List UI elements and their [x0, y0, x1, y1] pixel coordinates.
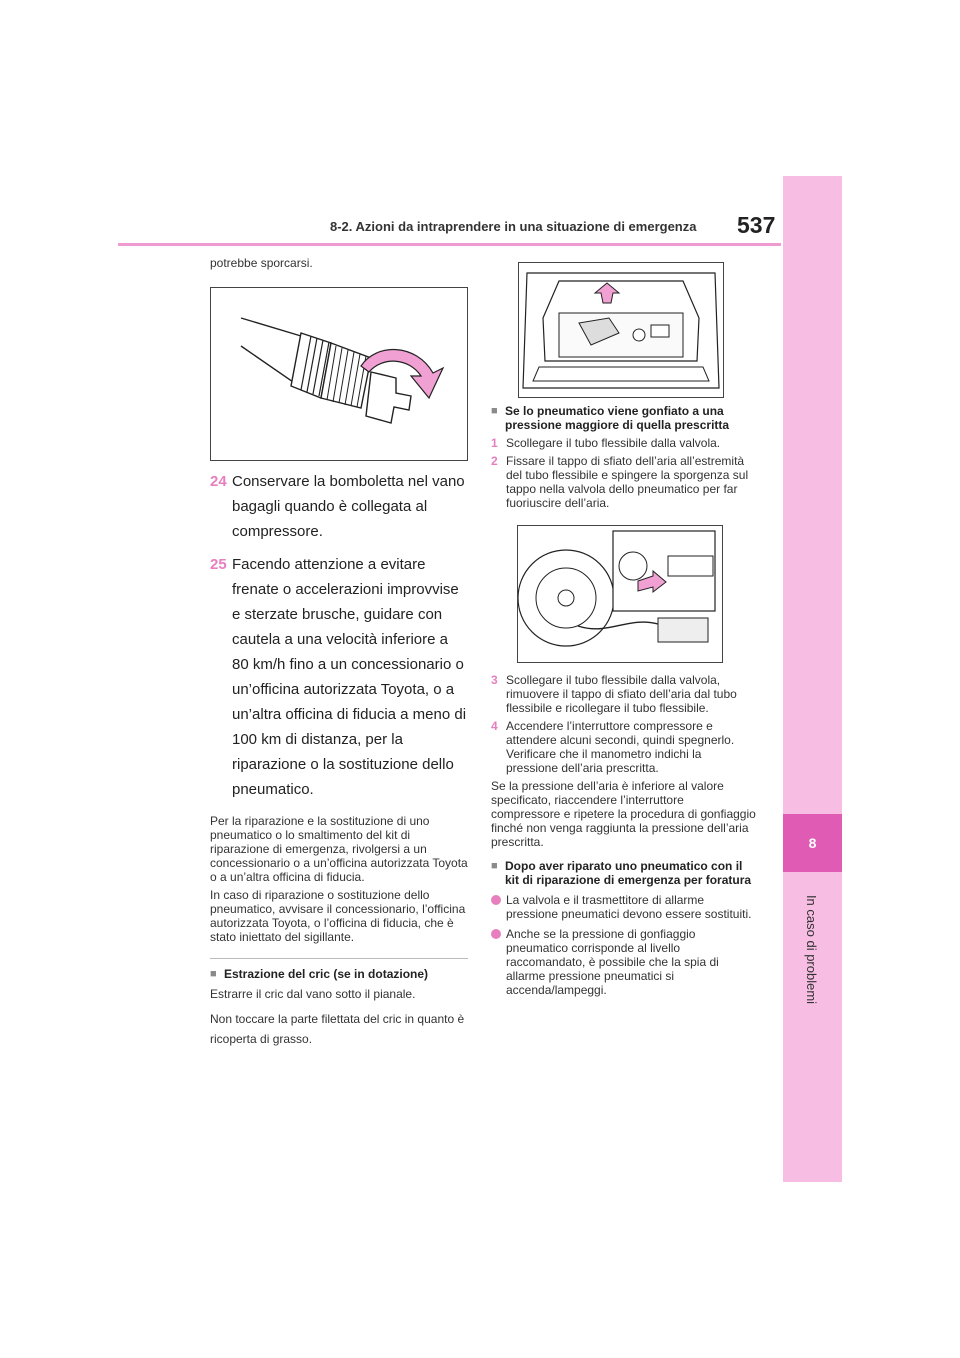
jack-instruction: Estrarre il cric dal vano sotto il pianale. — [210, 987, 416, 1001]
step-item: 3 Scollegare il tubo flessibile dalla valvola, rimuovere il tappo di sfiato dell’aria dal tubo flessibile e ricollegare il tubo flessibile. — [491, 673, 737, 715]
hose-connect-illustration — [210, 287, 468, 461]
jack-section-heading: ■ Estrazione del cric (se in dotazione) — [210, 967, 429, 981]
section-divider — [210, 958, 468, 959]
step-item: 25 Facendo attenzione a evitare frenate o accelerazioni improvvise e sterzate brusche, guidare con cautela a una velocità inferiore a 80 km/h fino a un concessionario o un’officina autorizzata Toyota, o a un’altra officina di fiducia a meno di 100 km di distanza, per la riparazione o la sostituzione dello pneumatico. — [210, 556, 467, 798]
square-bullet-icon: ■ — [491, 405, 498, 417]
section-title: 8-2. Azioni da intraprendere in una situazione di emergenza — [330, 219, 697, 234]
chapter-side-tab — [783, 176, 842, 1182]
valve-air-release-illustration — [517, 525, 723, 663]
list-item: La valvola e il trasmettitore di allarme pressione pneumatici devono essere sostituiti. — [491, 893, 756, 921]
round-bullet-icon — [491, 893, 506, 921]
square-bullet-icon: ■ — [210, 968, 217, 980]
right-column — [491, 404, 756, 997]
trunk-drawing — [519, 263, 723, 397]
repair-note: Per la riparazione e la sostituzione di uno pneumatico o lo smaltimento del kit di riparazione di emergenza, rivolgersi a un concessionario o a un’officina autorizzata Toyota o a un’altra officina di fiducia. — [210, 814, 468, 884]
after-repair-heading: ■ Dopo aver riparato uno pneumatico con il kit di riparazione di emergenza per foratura — [491, 859, 752, 887]
step-item: 2 Fissare il tappo di sfiato dell’aria all’estremità del tubo flessibile e spingere la sporgenza sul tappo nella valvola dello pneumatico per far fuoriuscire dell’aria. — [491, 454, 749, 510]
step-item: 1 Scollegare il tubo flessibile dalla valvola. — [491, 436, 721, 450]
pressure-note: Se la pressione dell’aria è inferiore al valore specificato, riaccendere l’interruttore compressore e ripetere la procedura di gonfiaggio finché non venga raggiunta la pressione dell’aria prescritta. — [491, 779, 756, 849]
left-column — [210, 256, 468, 1049]
intro-text: potrebbe sporcarsi. — [210, 256, 313, 270]
round-bullet-icon — [491, 927, 506, 997]
page-number: 537 — [737, 212, 776, 238]
list-item: Anche se la pressione di gonfiaggio pneumatico corrisponde al livello raccomandato, è possibile che la spia di allarme pressione pneumatici si accenda/lampeggi. — [491, 927, 756, 997]
chapter-number-badge: 8 — [783, 814, 842, 872]
hose-drawing — [211, 288, 467, 460]
square-bullet-icon: ■ — [491, 860, 498, 872]
sealant-note: In caso di riparazione o sostituzione dello pneumatico, avvisare il concessionario, l’officina autorizzata Toyota, o l’officina di fiducia, che è stato iniettato del sigillante. — [210, 888, 466, 944]
jack-grease-warning: Non toccare la parte filettata del cric in quanto è ricoperta di grasso. — [210, 1012, 465, 1046]
step-item: 24 Conservare la bomboletta nel vano bagagli quando è collegata al compressore. — [210, 473, 465, 540]
trunk-jack-illustration — [518, 262, 724, 398]
chapter-label: In caso di problemi — [804, 894, 820, 1004]
overinflated-heading: ■ Se lo pneumatico viene gonfiato a una pressione maggiore di quella prescritta — [491, 404, 730, 432]
valve-drawing — [518, 526, 722, 662]
step-item: 4 Accendere l’interruttore compressore e attendere alcuni secondi, quindi spegnerlo. Verificare che il manometro indichi la pressione dell’aria prescritta. — [491, 719, 735, 775]
header-divider — [118, 243, 781, 246]
